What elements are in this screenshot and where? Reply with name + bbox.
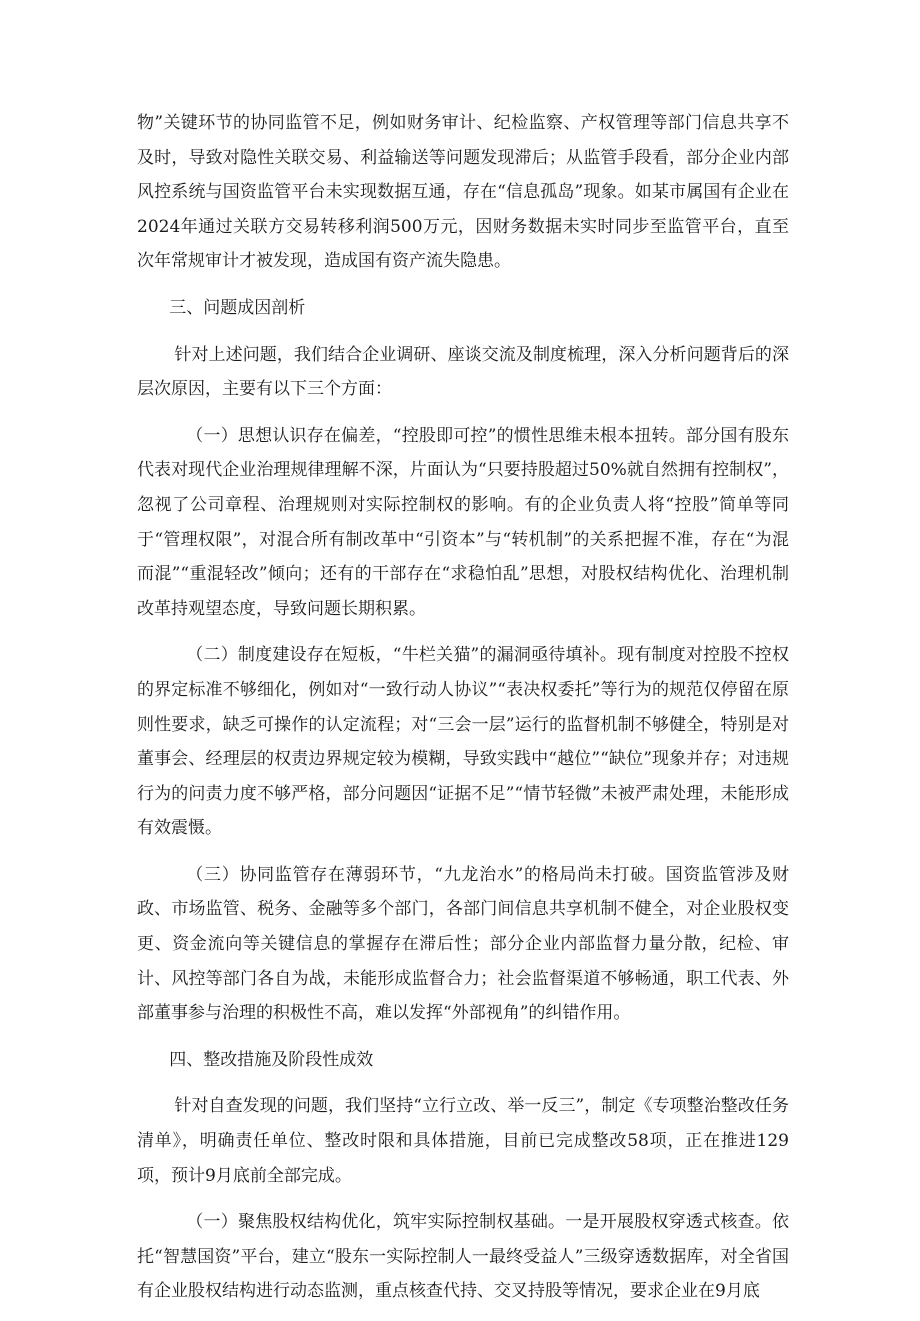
section-heading-3: 三、问题成因剖析 [169,297,306,318]
paragraph-cause-1: （一）思想认识存在偏差，“控股即可控”的惯性思维未根本扭转。部分国有股东代表对现代企业治理规律理解不深，片面认为“只要持股超过50%就自然拥有控制权”，忽视了公司章程、治理规则对实际控制权的影响。有的企业负责人将“控股”简单等同于“管理权限”，对混合所有制改革中“引资本”与“转机制”的关系把握不准，存在“为混而混”“重混轻改”倾向；还有的干部存在“求稳怕乱”思想，对股权结构优化、治理机制改革持观望态度，导致问题长期积累。 [137,425,789,619]
paragraph-cause-2: （二）制度建设存在短板，“牛栏关猫”的漏洞亟待填补。现有制度对控股不控权的界定标准不够细化，例如对“一致行动人协议”“表决权委托”等行为的规范仅停留在原则性要求，缺乏可操作的认定流程；对“三会一层”运行的监督机制不够健全，特别是对董事会、经理层的权责边界规定较为模糊，导致实践中“越位”“缺位”现象并存；对违规行为的问责力度不够严格，部分问题因“证据不足”“情节轻微”未被严肃处理，未能形成有效震慑。 [137,645,789,839]
document-body [137,106,789,1321]
section-heading-4: 四、整改措施及阶段性成效 [169,1049,374,1070]
paragraph-cause-3: （三）协同监管存在薄弱环节，“九龙治水”的格局尚未打破。国资监管涉及财政、市场监管、税务、金融等多个部门，各部门间信息共享机制不健全，对企业股权变更、资金流向等关键信息的掌握存在滞后性；部分企业内部监督力量分散，纪检、审计、风控等部门各自为战，未能形成监督合力；社会监督渠道不够畅通，职工代表、外部董事参与治理的积极性不高，难以发挥“外部视角”的纠错作用。 [137,864,789,1024]
paragraph-continuation: 物”关键环节的协同监管不足，例如财务审计、纪检监察、产权管理等部门信息共享不及时，导致对隐性关联交易、利益输送等问题发现滞后；从监管手段看，部分企业内部风控系统与国资监管平台未实现数据互通，存在“信息孤岛”现象。如某市属国有企业在2024年通过关联方交易转移利润500万元，因财务数据未实时同步至监管平台，直至次年常规审计才被发现，造成国有资产流失隐患。 [137,113,789,272]
paragraph-measure-1: （一）聚焦股权结构优化，筑牢实际控制权基础。一是开展股权穿透式核查。依托“智慧国资”平台，建立“股东一实际控制人一最终受益人”三级穿透数据库，对全省国有企业股权结构进行动态监测，重点核查代持、交叉持股等情况，要求企业在9月底 [137,1212,789,1302]
paragraph-intro-causes: 针对上述问题，我们结合企业调研、座谈交流及制度梳理，深入分析问题背后的深层次原因，主要有以下三个方面： [137,344,789,400]
paragraph-intro-measures: 针对自查发现的问题，我们坚持“立行立改、举一反三”，制定《专项整治整改任务清单》，明确责任单位、整改时限和具体措施，目前已完成整改58项，正在推进129项，预计9月底前全部完成。 [137,1096,789,1186]
